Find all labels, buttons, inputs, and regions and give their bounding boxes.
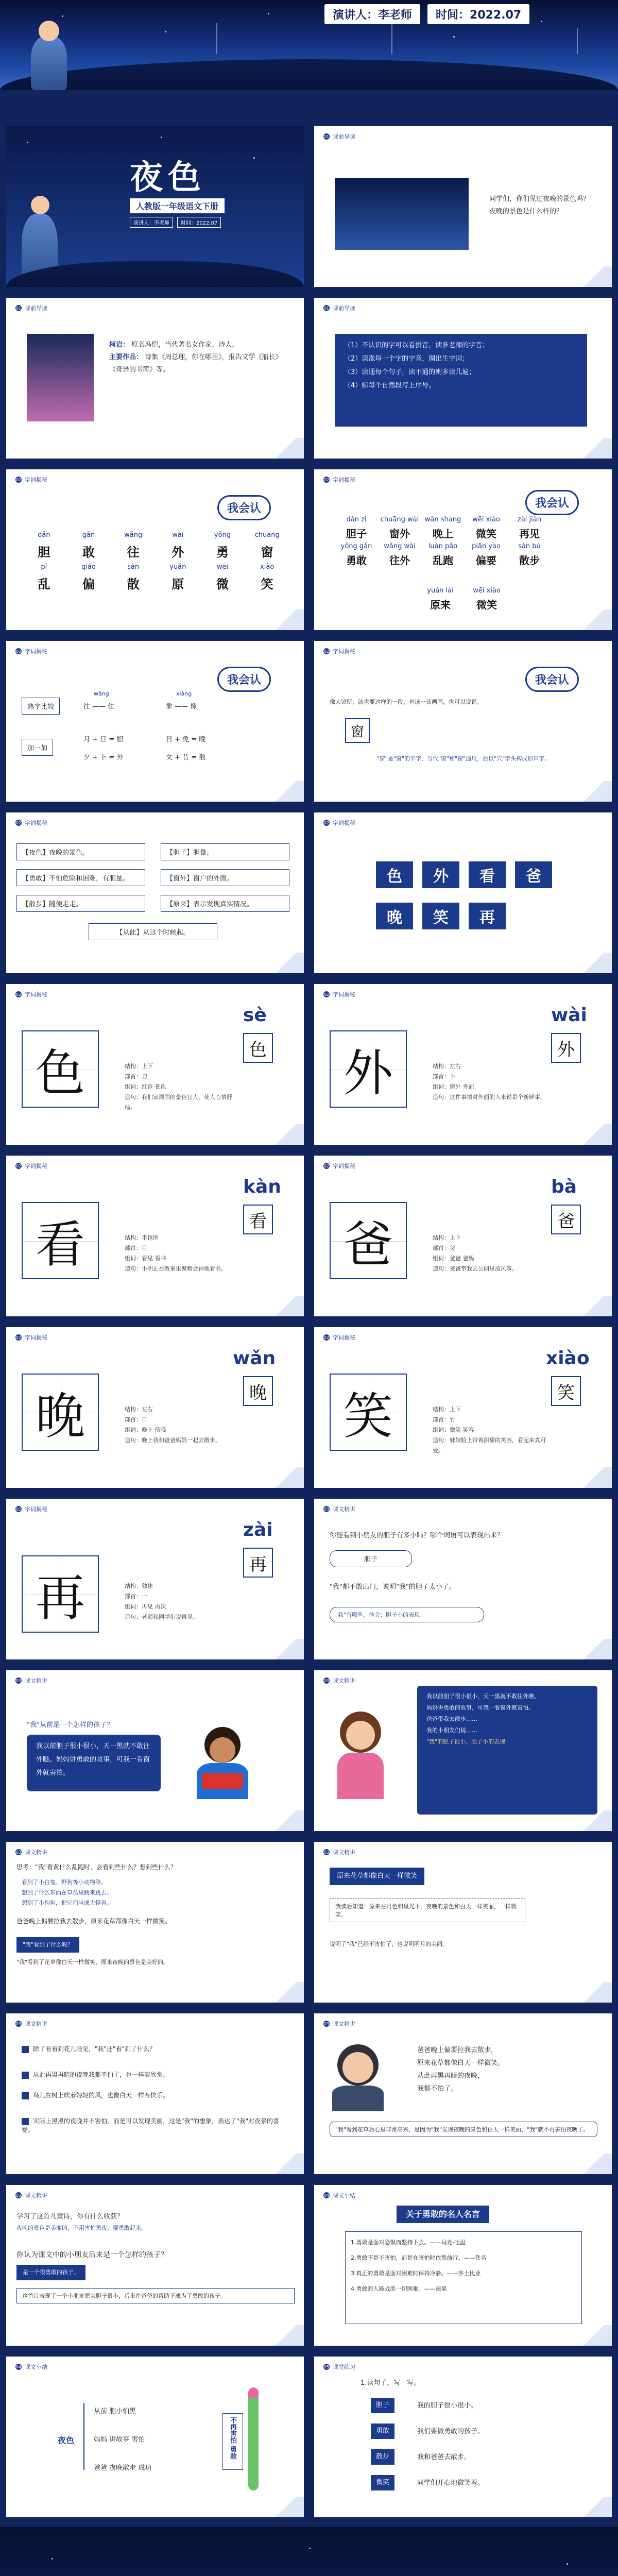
author-text: 原名冯恺，当代著名女作家、诗人。 bbox=[131, 341, 239, 349]
question: 学习了这首儿童诗，你有什么收获？ bbox=[16, 2213, 124, 2221]
char-pinyin: pí bbox=[41, 563, 47, 571]
word-pinyin: piān yào bbox=[472, 543, 501, 550]
word-item: 胆子 bbox=[346, 528, 367, 540]
slide-pre-reading-question[interactable] bbox=[314, 126, 612, 287]
check-item: 除了看看到花儿睡觉，"我"还"看"到了什么？ bbox=[33, 2045, 156, 2053]
slide-text-5[interactable] bbox=[314, 1842, 612, 2003]
poem-line: 爸爸晚上偏要拉我去散步， bbox=[417, 2046, 498, 2054]
char-item: 偏 bbox=[82, 577, 95, 591]
slide-tag: 04 课文小结 bbox=[323, 2192, 355, 2199]
quote-box: 原来花草都像白天一样微笑 bbox=[330, 1868, 424, 1885]
explanation-box: 我读后知道：原来在月色和星光下，夜晚的景色和白天一样美丽，一样微笑。 bbox=[330, 1899, 525, 1922]
write-char: 色 bbox=[376, 861, 413, 888]
char-pinyin-large: zài bbox=[243, 1519, 273, 1540]
char-item: 胆 bbox=[38, 545, 50, 560]
meaning-box: 【从此】从这个时候起。 bbox=[89, 923, 217, 940]
char-pinyin-large: sè bbox=[243, 1005, 267, 1026]
word-pinyin: wǎng wài bbox=[384, 543, 416, 550]
hint-box: "我"有哪些，体会：胆子小的表现 bbox=[330, 1607, 484, 1622]
reading-kid-illustration bbox=[192, 1727, 253, 1799]
char-item: 外 bbox=[171, 545, 184, 560]
char-small: 爸 bbox=[551, 1205, 581, 1234]
practice-sentence: 我们要做勇敢的孩子。 bbox=[417, 2428, 485, 2435]
i-can-read-bubble: 我会认 bbox=[217, 495, 271, 520]
list-item: 看到了小白兔、野狗等小动物等。 bbox=[22, 1879, 107, 1886]
method-pinyin: xiàng bbox=[176, 690, 192, 697]
meaning-box: 【勇敢】不怕危险和困难，有胆量。 bbox=[16, 869, 145, 886]
word-item: 勇敢 bbox=[346, 554, 367, 567]
slide-tag: 02 字词揭秘 bbox=[15, 1163, 47, 1170]
word-item: 散步 bbox=[519, 554, 540, 567]
slide-tag: 03 课文精讲 bbox=[15, 2021, 47, 2027]
slide-text-4[interactable] bbox=[6, 1842, 304, 2003]
slide-char-se[interactable] bbox=[6, 984, 304, 1145]
char-pinyin: yǒng bbox=[214, 531, 231, 539]
slide-tag: 02 字词揭秘 bbox=[323, 820, 355, 826]
method-text: 象 —— 像 bbox=[166, 703, 197, 710]
practice-word: 散步 bbox=[371, 2449, 394, 2465]
i-can-read-bubble: 我会认 bbox=[217, 667, 271, 692]
slide-cover-lecturer: 演讲人：李老师 bbox=[130, 217, 173, 228]
poem-line: 从此再黑再暗的夜晚， bbox=[417, 2072, 485, 2080]
slide-tag: 05 课堂练习 bbox=[323, 2364, 355, 2370]
answer-box: "我"看到了什么呢？ bbox=[16, 1937, 79, 1953]
char-pinyin: gǎn bbox=[82, 531, 95, 539]
text-box bbox=[417, 1686, 597, 1815]
meaning-box: 【原来】表示发现真实情况。 bbox=[161, 895, 289, 912]
char-item: 笑 bbox=[261, 577, 273, 591]
char-large: 看 bbox=[22, 1202, 99, 1279]
slide-char-kan[interactable] bbox=[6, 1156, 304, 1316]
word-item: 晚上 bbox=[433, 528, 453, 540]
slide-tag: 02 字词揭秘 bbox=[323, 477, 355, 483]
method-pinyin: wǎng bbox=[94, 690, 109, 697]
slide-cover-small[interactable] bbox=[6, 126, 304, 287]
goal-item: （3）读通每个句子，读不通的则多读几遍； bbox=[344, 368, 476, 376]
char-pinyin-large: xiào bbox=[546, 1348, 590, 1369]
char-grid bbox=[22, 531, 289, 592]
slide-tag: 03 课文精讲 bbox=[323, 2021, 355, 2027]
answer-box: 胆子 bbox=[330, 1550, 412, 1567]
char-small: 色 bbox=[243, 1033, 273, 1063]
char-small: 笑 bbox=[551, 1376, 581, 1406]
method-line: 攵 + 昔 = 散 bbox=[166, 754, 206, 761]
slide-tag: 02 字词揭秘 bbox=[323, 1334, 355, 1341]
char-item: 往 bbox=[127, 545, 140, 560]
slide-recognize-chars[interactable] bbox=[6, 469, 304, 630]
method-line: 月 + 旦 = 胆 bbox=[83, 736, 124, 743]
char-pinyin-large: wài bbox=[551, 1005, 587, 1026]
char-item: 窗 bbox=[261, 545, 273, 560]
slide-recognize-words[interactable] bbox=[314, 469, 612, 630]
header-lecturer: 演讲人：李老师 bbox=[324, 4, 420, 24]
text-line: 妈妈讲勇敢的故事，可我一看窗外就害怕。 bbox=[426, 1704, 534, 1711]
goal-item: （2）读准每一个字的字音，圈出生字词； bbox=[344, 355, 469, 363]
check-item: 实际上黑黑的夜晚并不害怕，而是可以发现美丽，这是"我"的想象，表达了"我"对夜景的喜爱。 bbox=[22, 2117, 280, 2133]
slide-text-1[interactable] bbox=[314, 1499, 612, 1659]
top-banner bbox=[0, 0, 618, 90]
word-grid-extra bbox=[417, 587, 510, 612]
slide-text-2[interactable] bbox=[6, 1670, 304, 1831]
method-label: 熟字比较 bbox=[22, 698, 60, 715]
slide-practice[interactable] bbox=[314, 2357, 612, 2517]
question: "我"都不敢出门，说明"我"的胆子太小了。 bbox=[330, 1583, 456, 1591]
answer-box: 是一个很勇敢的孩子。 bbox=[16, 2265, 85, 2280]
summary-branch: 妈妈 讲故事 害怕 bbox=[94, 2436, 145, 2444]
list-item: 想到了小狗狗，把它们当成大怪兽。 bbox=[22, 1900, 112, 1906]
word-pinyin: wēi xiào bbox=[473, 587, 501, 595]
char-pinyin: yuán bbox=[169, 563, 186, 571]
char-large: 再 bbox=[22, 1555, 99, 1633]
slide-char-xiao[interactable] bbox=[314, 1327, 612, 1488]
slide-tag: 03 课文精讲 bbox=[323, 1506, 355, 1513]
char-large: 笑 bbox=[330, 1374, 407, 1451]
char-item: 乱 bbox=[38, 577, 50, 591]
char-info: 结构：上下 部首：父 组词：爸爸 爸妈 造句：爸爸带我去公园里放风筝。 bbox=[433, 1234, 518, 1272]
illustration-parent bbox=[31, 36, 67, 90]
slide-tag: 02 字词揭秘 bbox=[15, 477, 47, 483]
hint-char: 窗 bbox=[345, 718, 370, 743]
method-label: 加一加 bbox=[22, 739, 53, 756]
slide-char-ba[interactable] bbox=[314, 1156, 612, 1316]
practice-question: 1.读句子，写一写。 bbox=[360, 2379, 421, 2387]
slide-char-wan[interactable] bbox=[6, 1327, 304, 1488]
word-item: 原来 bbox=[430, 599, 451, 611]
question: 思考："我"看黄什么乱跑时，会看到些什么？想到些什么？ bbox=[16, 1863, 177, 1871]
meaning-box: 【夜色】夜晚的景色。 bbox=[16, 843, 145, 860]
quotes-title: 关于勇敢的名人名言 bbox=[397, 2206, 489, 2223]
slide-reading-goals[interactable] bbox=[314, 298, 612, 459]
slide-cover-time: 时间：2022.07 bbox=[177, 217, 221, 228]
poem-line: 原来花草都像白天一样微笑。 bbox=[417, 2059, 505, 2067]
write-char: 再 bbox=[469, 903, 506, 929]
meaning-box: 【胆子】胆量。 bbox=[161, 843, 289, 860]
word-item: 微笑 bbox=[476, 599, 497, 611]
night-scene-image bbox=[335, 178, 469, 250]
author-portrait bbox=[27, 334, 94, 421]
char-pinyin: dǎn bbox=[38, 531, 50, 539]
char-small: 再 bbox=[243, 1548, 273, 1578]
char-pinyin-large: bà bbox=[551, 1176, 577, 1197]
char-pinyin: sàn bbox=[127, 563, 140, 571]
word-pinyin: yǒng gǎn bbox=[340, 543, 372, 550]
goal-item: （4）标每个自然段写上序号。 bbox=[344, 382, 436, 389]
slide-tag: 02 字词揭秘 bbox=[15, 820, 47, 826]
i-can-read-bubble: 我会认 bbox=[525, 667, 579, 692]
char-pinyin-large: wǎn bbox=[233, 1348, 276, 1369]
practice-word: 胆子 bbox=[371, 2398, 394, 2413]
char-pinyin-large: kàn bbox=[243, 1176, 281, 1197]
list-item: 想到了什么东西在草丛里跳来跳去。 bbox=[22, 1889, 112, 1896]
char-large: 外 bbox=[330, 1030, 407, 1108]
answer-box: 我以前胆子很小很小，天一黑就不敢往外瞧。妈妈讲勇敢的故事，可我一看窗外就害怕。 bbox=[27, 1735, 161, 1791]
word-item: 偏要 bbox=[476, 554, 496, 567]
char-pinyin: wài bbox=[172, 531, 184, 539]
char-item: 散 bbox=[127, 577, 140, 591]
char-small: 晚 bbox=[243, 1376, 273, 1406]
word-item: 再见 bbox=[519, 528, 540, 540]
slide-tag: 03 课文精讲 bbox=[323, 1677, 355, 1684]
explanation-text: 说明了"我"已经不害怕了，也说明明月的美丽。 bbox=[330, 1941, 449, 1947]
slide-quotes[interactable] bbox=[314, 2185, 612, 2346]
slide-char-zai[interactable] bbox=[6, 1499, 304, 1659]
word-pinyin: sàn bù bbox=[518, 543, 541, 550]
word-item: 乱跑 bbox=[433, 554, 453, 567]
quotes-box bbox=[345, 2231, 582, 2324]
char-pinyin: wǎng bbox=[124, 531, 143, 539]
practice-sentence: 我的胆子很小很小。 bbox=[417, 2402, 478, 2410]
char-small: 外 bbox=[551, 1033, 581, 1063]
word-pinyin: luàn pǎo bbox=[428, 543, 458, 550]
practice-word: 微笑 bbox=[371, 2475, 394, 2490]
char-large: 爸 bbox=[330, 1202, 407, 1279]
slide-tag: 01 课前导读 bbox=[323, 305, 355, 312]
works-label: 主要作品： bbox=[109, 353, 143, 361]
char-info: 结构：半包围 部首：目 组词：看见 看书 造句：小明正在教室里聚精会神地看书。 bbox=[125, 1234, 227, 1272]
quote-item: 2.勇敢不是不害怕，而是在害怕时依然前行。——佚名 bbox=[351, 2255, 487, 2261]
slide-text-7[interactable] bbox=[314, 2013, 612, 2174]
word-pinyin: chuāng wài bbox=[380, 516, 419, 523]
girl-illustration bbox=[330, 1711, 391, 1799]
meaning-box: 【窗外】窗户的外面。 bbox=[161, 869, 289, 886]
char-pinyin: wēi bbox=[216, 563, 229, 571]
text-hint: "我"的胆子很小，胆子小的表现 bbox=[426, 1738, 506, 1745]
goal-item: （1）不认识的字可以看拼音，读准老师的字音； bbox=[344, 342, 489, 349]
word-grid bbox=[335, 516, 551, 567]
method-line: 夕 + 卜 = 外 bbox=[83, 754, 124, 761]
slide-tag: 03 课文精讲 bbox=[15, 2192, 47, 2199]
author-label: 柯岩： bbox=[109, 341, 130, 349]
summary-result: 不再害怕 勇敢 bbox=[222, 2413, 243, 2470]
text-line: 我以前胆子很小很小，天一黑就不敢往外瞧。 bbox=[426, 1693, 540, 1700]
word-item: 窗外 bbox=[389, 528, 410, 540]
hint-explanation: "窗"是"窗"的半字，当代"窗"和"窗"通用，后以"穴"字头构成形声字。 bbox=[376, 755, 551, 762]
char-item: 勇 bbox=[216, 545, 229, 560]
slide-cover-title: 夜色 bbox=[130, 159, 206, 197]
word-pinyin: wēi xiào bbox=[472, 516, 500, 523]
check-item: 鸟儿在树上吹着轻轻的风，也像白天一样有快乐。 bbox=[33, 2092, 169, 2099]
write-char: 看 bbox=[469, 861, 506, 888]
slide-tag: 02 字词揭秘 bbox=[323, 648, 355, 655]
word-pinyin: wǎn shang bbox=[424, 516, 461, 523]
char-item: 微 bbox=[216, 577, 229, 591]
slide-tag: 02 字词揭秘 bbox=[15, 1334, 47, 1341]
slide-char-methods[interactable] bbox=[6, 641, 304, 802]
slide-tag: 03 课文精讲 bbox=[15, 1849, 47, 1856]
question: 爸爸晚上偏要拉我去散步，原来花草都像白天一样微笑。 bbox=[16, 1918, 171, 1925]
slide-word-meanings[interactable] bbox=[6, 812, 304, 973]
word-item: 往外 bbox=[389, 554, 410, 567]
char-large: 色 bbox=[22, 1030, 99, 1108]
slide-tag: 02 字词揭秘 bbox=[323, 991, 355, 998]
char-pinyin: xiào bbox=[260, 563, 274, 571]
text-line: 我的小朋友们说…… bbox=[426, 1727, 477, 1734]
method-text: 往 —— 住 bbox=[83, 703, 115, 710]
slide-tag: 02 字词揭秘 bbox=[15, 1506, 47, 1513]
slide-tag: 01 课前导读 bbox=[323, 133, 355, 140]
method-line: 日 + 免 = 晚 bbox=[166, 736, 206, 743]
slide-char-hint[interactable] bbox=[314, 641, 612, 802]
slide-text-6[interactable] bbox=[6, 2013, 304, 2174]
write-char: 笑 bbox=[422, 903, 459, 929]
slide-tag: 04 课文小结 bbox=[15, 2364, 47, 2370]
write-char: 晚 bbox=[376, 903, 413, 929]
meaning-box: 【散步】随便走走。 bbox=[16, 895, 145, 912]
works-text: 诗集《周总理，你在哪里》，报告文学《船长》《奇异的书简》等。 bbox=[109, 353, 279, 374]
practice-sentence: 我和爸爸去散步。 bbox=[417, 2453, 471, 2461]
word-pinyin: yuán lái bbox=[427, 587, 454, 595]
summary-branch: 爸爸 夜晚散步 成功 bbox=[94, 2464, 152, 2472]
check-item: 从此再黑再暗的夜晚我都不怕了，也一样能欣赏。 bbox=[33, 2071, 169, 2078]
char-info: 结构：独体 部首：一 组词：再见 再次 造句：老师和同学们说再见。 bbox=[125, 1583, 198, 1620]
slide-summary[interactable] bbox=[6, 2357, 304, 2517]
slide-author[interactable] bbox=[6, 298, 304, 459]
summary-box: "我"看到花草后心里非常高兴，是因为"我"发现夜晚的景色和白天一样美丽，"我"就不再害怕夜晚了。 bbox=[330, 2122, 597, 2137]
quote-item: 1.勇敢是面对恐惧而坚持下去。——马克·吐温 bbox=[351, 2239, 466, 2246]
word-pinyin: zài jiàn bbox=[518, 516, 541, 523]
practice-sentence: 同学们开心地微笑着。 bbox=[417, 2479, 485, 2487]
slide-cover-subtitle: 人教版一年级语文下册 bbox=[130, 198, 225, 213]
char-item: 原 bbox=[171, 577, 184, 591]
question: 你认为课文中的小朋友后来是一个怎样的孩子？ bbox=[16, 2251, 168, 2259]
poem-line: 我都不怕了。 bbox=[417, 2085, 458, 2093]
char-info: 结构：上下 部首：刀 组词：红色 景色 造句：我们家周围的景色宜人，使人心情舒畅。 bbox=[125, 1063, 232, 1111]
write-char: 外 bbox=[422, 861, 459, 888]
quote-item: 4.勇敢的人能战胜一切困难。——雨果 bbox=[351, 2285, 447, 2292]
slide-tag: 01 课前导读 bbox=[15, 305, 47, 312]
slide-tag: 03 课文精讲 bbox=[15, 1677, 47, 1684]
question: "我"从前是一个怎样的孩子？ bbox=[27, 1721, 113, 1729]
char-pinyin: chuāng bbox=[254, 531, 280, 539]
summary-root: 夜色 bbox=[58, 2435, 75, 2445]
text-line: 爸爸带我去散步…… bbox=[426, 1716, 477, 1722]
char-item: 敢 bbox=[82, 545, 95, 560]
quote-item: 3.真正的勇敢是面对困难时保持冷静。——莎士比亚 bbox=[351, 2270, 481, 2277]
explanation-box: 这首诗表现了一个小朋友原来胆子很小，后来在爸爸的帮助下成为了勇敢的孩子。 bbox=[16, 2288, 295, 2303]
word-item: 微笑 bbox=[476, 528, 496, 540]
result-text: "我"看到了花草像白天一样微笑，原来夜晚的景色是美好的。 bbox=[16, 1959, 169, 1965]
flower-decoration-icon bbox=[248, 2387, 259, 2490]
bottom-cover-banner bbox=[0, 2527, 618, 2576]
practice-word: 勇敢 bbox=[371, 2424, 394, 2439]
i-can-read-bubble: 我会认 bbox=[525, 490, 579, 515]
slide-tag: 02 字词揭秘 bbox=[15, 991, 47, 998]
slide-tag: 02 字词揭秘 bbox=[15, 648, 47, 655]
write-char: 爸 bbox=[515, 861, 552, 888]
char-pinyin: qiáo bbox=[81, 563, 96, 571]
char-small: 看 bbox=[243, 1205, 273, 1234]
char-info: 结构：左右 部首：卜 组词：窗外 外面 造句：这件事情对外面的人来说是个新鲜事。 bbox=[433, 1063, 546, 1100]
answer-text: 夜晚的景色是美丽的，不用害怕黑夜，要勇敢起来。 bbox=[16, 2225, 147, 2231]
slide-char-wai[interactable] bbox=[314, 984, 612, 1145]
hint-text: 像大镜所，就也要这样的一段，也读一读画画，也可以说说。 bbox=[330, 699, 483, 705]
avatar bbox=[330, 2044, 386, 2111]
question: 你能看到小朋友的胆子有多小吗？哪个词语可以表现出来？ bbox=[330, 1532, 504, 1539]
reading-goals-box bbox=[335, 334, 587, 427]
char-info: 结构：左右 部首：日 组词：晚上 傍晚 造句：晚上我和爸爸妈妈一起去散步。 bbox=[125, 1406, 221, 1444]
slide-write-chars[interactable] bbox=[314, 812, 612, 973]
slide-text-8[interactable] bbox=[6, 2185, 304, 2346]
slide-text-3[interactable] bbox=[314, 1670, 612, 1831]
slide-tag: 02 字词揭秘 bbox=[323, 1163, 355, 1170]
slide-tag: 03 课文精讲 bbox=[323, 1849, 355, 1856]
word-pinyin: dǎn zi bbox=[346, 516, 367, 523]
header-time: 时间：2022.07 bbox=[427, 4, 529, 24]
char-info: 结构：上下 部首：竹 组词：微笑 笑容 造句：妹妹脸上带着甜甜的笑容，看起来真可爱。 bbox=[433, 1406, 546, 1454]
char-large: 晚 bbox=[22, 1374, 99, 1451]
pre-reading-question: 同学们，你们见过夜晚的景色吗？夜晚的景色是什么样的？ bbox=[489, 195, 590, 215]
summary-branch: 从前 胆小怕黑 bbox=[94, 2408, 136, 2415]
